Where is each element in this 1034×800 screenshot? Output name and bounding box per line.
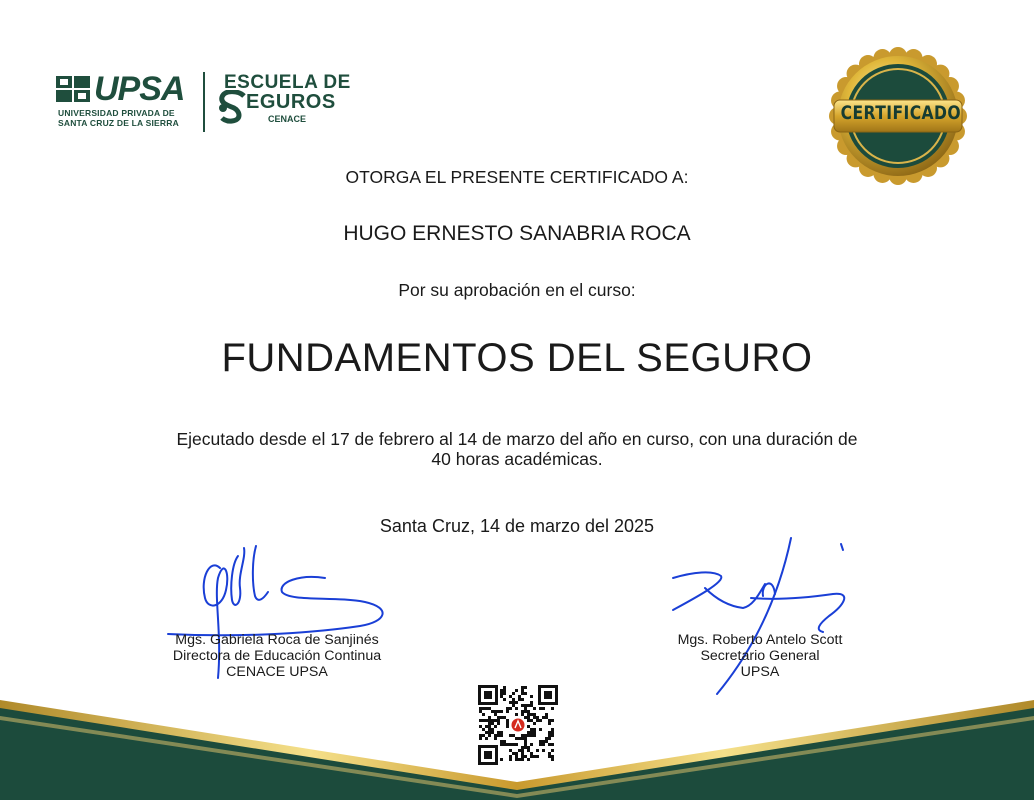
upsa-emblem-icon (56, 76, 92, 104)
signatory-right-title: Secretario General (700, 648, 820, 664)
certificate-seal (828, 46, 968, 186)
qr-code[interactable] (477, 684, 559, 766)
signatory-right (650, 632, 870, 680)
signatory-left-org: CENACE UPSA (226, 664, 328, 680)
signatory-right-name: Mgs. Roberto Antelo Scott (677, 632, 843, 648)
execution-line1: Ejecutado desde el 17 de febrero al 14 de marzo del año en curso, con una duración de (176, 429, 858, 449)
signatory-left-name: Mgs. Gabriela Roca de Sanjinés (175, 632, 379, 648)
escuela-line1: ESCUELA DE (224, 72, 351, 93)
escuela-line3: CENACE (268, 114, 307, 124)
escuela-de-seguros-logo (214, 72, 384, 132)
upsa-subtitle-line2: SANTA CRUZ DE LA SIERRA (58, 118, 179, 128)
granting-text: OTORGA EL PRESENTE CERTIFICADO A: (345, 167, 689, 187)
upsa-logo (56, 70, 206, 132)
signatory-left (150, 632, 404, 680)
place-date: Santa Cruz, 14 de marzo del 2025 (379, 516, 655, 536)
upsa-wordmark: UPSA (94, 70, 185, 108)
approval-text: Por su aprobación en el curso: (398, 280, 636, 300)
signatory-right-org: UPSA (740, 664, 780, 680)
execution-details (0, 429, 1034, 469)
escuela-line2: EGUROS (246, 91, 336, 113)
seguros-s-emblem-icon (216, 90, 250, 126)
execution-line2: 40 horas académicas. (431, 449, 603, 469)
upsa-subtitle-line1: UNIVERSIDAD PRIVADA DE (58, 108, 175, 118)
course-title: FUNDAMENTOS DEL SEGURO (221, 336, 813, 380)
signatory-left-title: Directora de Educación Continua (172, 648, 382, 664)
recipient-name: HUGO ERNESTO SANABRIA ROCA (343, 222, 691, 245)
seal-label: CERTIFICADO (840, 102, 962, 124)
logo-divider (203, 72, 205, 132)
